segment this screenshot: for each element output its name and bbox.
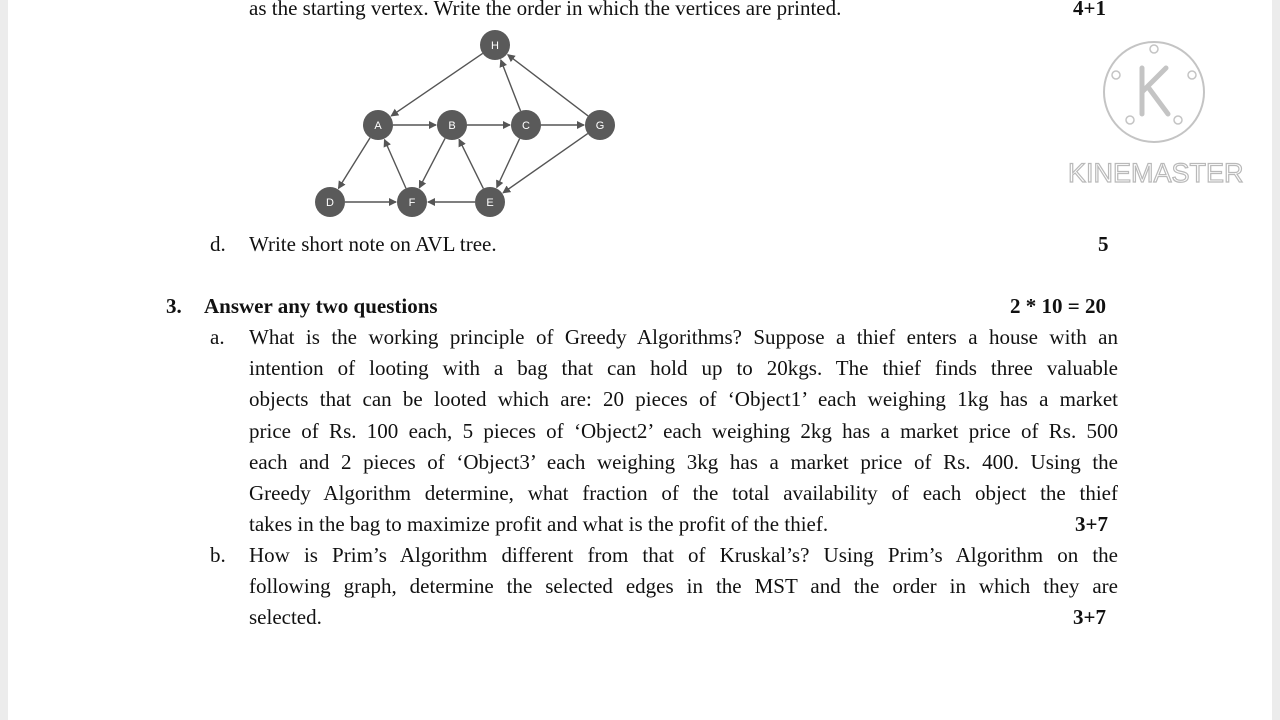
document-page	[8, 0, 1272, 720]
graph-node-label: H	[491, 40, 499, 52]
question-b-marks: 3+7	[1073, 605, 1106, 629]
graph-node-label: G	[595, 120, 605, 132]
kinemaster-wordmark: KINEMASTER	[1068, 158, 1244, 188]
question-a-line: intention of looting with a bag that can hold up to 20kgs. The thief finds three valuable	[249, 356, 1118, 380]
question-b-line: How is Prim’s Algorithm different from that of Kruskal’s? Using Prim’s Algorithm on the	[249, 543, 1118, 567]
graph-node-label: E	[486, 197, 494, 209]
graph-node-C	[511, 110, 541, 140]
question-d-text: Write short note on AVL tree.	[249, 232, 497, 256]
directed-graph-figure	[8, 0, 708, 230]
section-marks: 2 * 10 = 20	[1010, 294, 1106, 318]
graph-node-F	[397, 187, 427, 217]
question-b-label: b.	[210, 543, 226, 567]
question-a-line: each and 2 pieces of ‘Object3’ each weighing 3kg has a market price of Rs. 400. Using the	[249, 450, 1118, 474]
graph-edge-G-E	[503, 134, 588, 193]
graph-edge-A-D	[338, 138, 370, 189]
graph-node-label: A	[374, 120, 382, 132]
graph-node-A	[363, 110, 393, 140]
section-heading: Answer any two questions	[204, 294, 438, 318]
graph-node-label: B	[448, 120, 456, 132]
question-a-label: a.	[210, 325, 225, 349]
question-b-line: selected.	[249, 605, 322, 629]
graph-node-label: F	[408, 197, 416, 209]
question-b-line: following graph, determine the selected edges in the MST and the order in which they are	[249, 574, 1118, 598]
question-a-line: Greedy Algorithm determine, what fraction of the total availability of each object the thief	[249, 481, 1118, 505]
section-number: 3.	[166, 294, 182, 318]
graph-edge-F-A	[384, 140, 405, 189]
graph-node-H	[480, 30, 510, 60]
graph-node-B	[437, 110, 467, 140]
question-a-line: What is the working principle of Greedy Algorithms? Suppose a thief enters a house with an	[249, 325, 1118, 349]
graph-edge-C-H	[501, 60, 521, 111]
graph-edge-H-A	[391, 53, 482, 116]
kinemaster-logo	[1094, 40, 1214, 150]
graph-edge-C-E	[497, 139, 520, 188]
graph-edge-G-H	[508, 55, 588, 116]
question-a-line: price of Rs. 100 each, 5 pieces of ‘Object2’ each weighing 2kg has a market price of Rs. 500	[249, 419, 1118, 443]
graph-node-D	[315, 187, 345, 217]
graph-node-label: C	[522, 120, 530, 132]
question-a-marks: 3+7	[1075, 512, 1108, 536]
question-a-line: takes in the bag to maximize profit and what is the profit of the thief.	[249, 512, 829, 536]
previous-question-marks: 4+1	[1073, 0, 1106, 20]
question-d-marks: 5	[1098, 232, 1109, 256]
graph-node-G	[585, 110, 615, 140]
graph-node-label: D	[326, 197, 334, 209]
graph-node-E	[475, 187, 505, 217]
graph-edge-B-F	[419, 138, 445, 187]
question-a-line: objects that can be looted which are: 20 pieces of ‘Object1’ each weighing 1kg has a market	[249, 387, 1118, 411]
previous-question-tail: as the starting vertex. Write the order in which the vertices are printed.	[249, 0, 842, 20]
question-d-label: d.	[210, 232, 226, 256]
graph-edge-E-B	[459, 139, 483, 188]
